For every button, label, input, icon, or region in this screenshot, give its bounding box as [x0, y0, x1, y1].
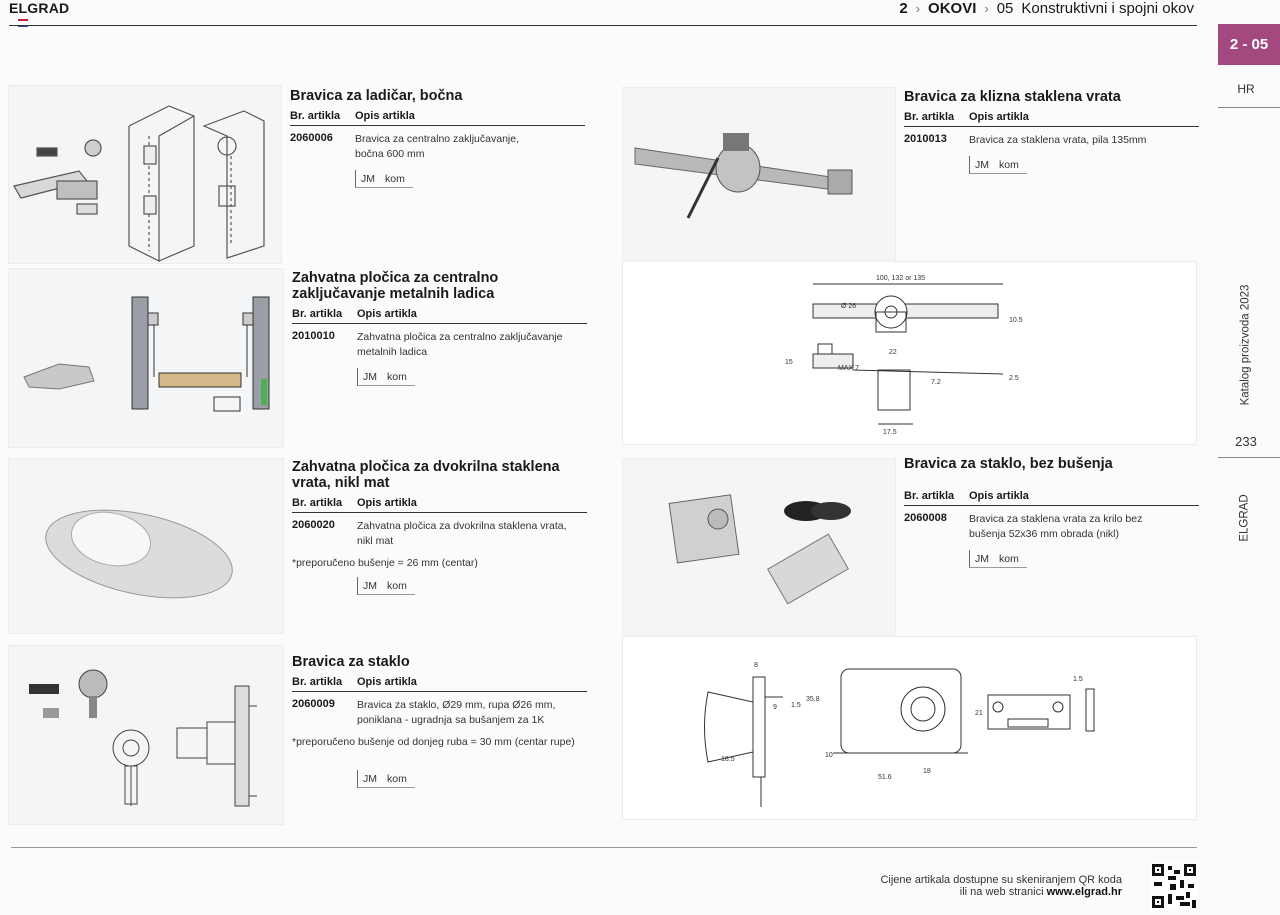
product-image-strike-plate	[8, 268, 284, 448]
col-art-header: Br. artikla	[290, 110, 341, 122]
header-divider	[9, 25, 1197, 26]
dim-label: 21	[975, 710, 983, 717]
breadcrumb-sub-number: 05	[996, 0, 1014, 17]
brand-label-vertical	[1230, 490, 1260, 545]
dim-label: 35.8	[806, 696, 820, 703]
article-description: Zahvatna pločica za centralno zaključavanje metalnih ladica	[357, 331, 563, 358]
article-code: 2060008	[904, 512, 947, 524]
article-description: Bravica za staklo, Ø29 mm, rupa Ø26 mm, poniklana - ugradnja sa bušanjem za 1K	[357, 699, 556, 726]
product-title: Bravica za klizna staklena vrata	[904, 89, 1121, 105]
table-header	[904, 111, 1199, 127]
breadcrumb	[899, 0, 1194, 17]
dim-label: Ø 26	[841, 303, 857, 310]
footer-divider	[11, 847, 1197, 848]
dim-label: 7.2	[931, 379, 941, 386]
col-art-header: Br. artikla	[292, 676, 343, 688]
table-header	[292, 308, 587, 324]
col-desc-header: Opis artikla	[969, 490, 1029, 502]
dim-label: 22	[889, 349, 897, 356]
col-art-header: Br. artikla	[904, 111, 955, 123]
unit-box	[969, 156, 1027, 174]
article-description: Bravica za centralno zaključavanje, bočna 600 mm	[355, 133, 520, 160]
dim-label: 1.5	[791, 702, 801, 709]
technical-drawing-sliding-lock	[622, 261, 1197, 445]
unit-value: kom	[999, 552, 1019, 565]
table-row	[290, 132, 585, 162]
drilling-note: *preporučeno bušenje od donjeg ruba = 30 mm (centar rupe)	[292, 736, 575, 748]
footer-note	[880, 874, 1122, 898]
sidebar-divider	[1218, 457, 1280, 458]
dim-label: 10.5	[1009, 317, 1023, 324]
unit-label: JM	[975, 158, 989, 171]
product-block-2010013	[904, 89, 1199, 174]
product-title: Bravica za staklo, bez bušenja	[904, 456, 1113, 472]
col-desc-header: Opis artikla	[355, 110, 415, 122]
dim-label: 100, 132 or 135	[876, 275, 926, 282]
unit-box	[355, 170, 413, 188]
product-title: Zahvatna pločica za dvokrilna staklena vrata, nikl mat	[292, 459, 560, 491]
footer-line-2	[880, 886, 1122, 898]
unit-label: JM	[363, 579, 377, 592]
dim-label: 8	[754, 662, 758, 669]
breadcrumb-subsection[interactable]: Konstruktivni i spojni okov	[1021, 0, 1194, 17]
unit-box	[357, 368, 415, 386]
article-description: Bravica za staklena vrata za krilo bez bušenja 52x36 mm obrada (nikl)	[969, 513, 1143, 540]
article-code: 2060006	[290, 132, 333, 144]
col-art-header: Br. artikla	[904, 490, 955, 502]
footer-line-2-text: ili na web stranici	[959, 886, 1044, 898]
product-title: Bravica za staklo	[292, 654, 410, 670]
dim-label: 51.6	[878, 774, 892, 781]
product-image-escutcheon	[8, 458, 284, 634]
unit-label: JM	[361, 172, 375, 185]
article-description: Zahvatna pločica za dvokrilna staklena vrata, nikl mat	[357, 520, 567, 547]
unit-box	[357, 577, 415, 595]
product-image-glass-lock-no-drill	[622, 458, 896, 636]
article-description: Bravica za staklena vrata, pila 135mm	[969, 134, 1147, 146]
chapter-tab[interactable]: 2 - 05	[1218, 24, 1280, 65]
unit-value: kom	[387, 370, 407, 383]
footer-line-1: Cijene artikala dostupne su skeniranjem QR koda	[880, 874, 1122, 886]
product-image-sliding-lock	[622, 87, 896, 265]
unit-value: kom	[999, 158, 1019, 171]
qr-code-icon[interactable]	[1150, 862, 1198, 910]
breadcrumb-section[interactable]: OKOVI	[928, 0, 977, 17]
col-desc-header: Opis artikla	[357, 676, 417, 688]
unit-label: JM	[363, 370, 377, 383]
chevron-right-icon: ›	[915, 1, 921, 16]
page-number: 233	[1235, 434, 1257, 449]
product-title: Zahvatna pločica za centralno zaključavanje metalnih ladica	[292, 270, 499, 302]
product-block-2060009	[292, 654, 587, 788]
col-desc-header: Opis artikla	[357, 497, 417, 509]
article-code: 2060020	[292, 519, 335, 531]
table-header	[904, 490, 1199, 506]
unit-value: kom	[387, 579, 407, 592]
dim-label: 9	[773, 704, 777, 711]
sidebar-divider	[1218, 107, 1280, 108]
table-row	[292, 330, 587, 360]
chevron-right-icon: ›	[984, 1, 989, 16]
unit-box	[357, 770, 415, 788]
unit-label: JM	[975, 552, 989, 565]
dim-label: 15	[785, 359, 793, 366]
unit-label: JM	[363, 772, 377, 785]
website-link[interactable]: www.elgrad.hr	[1046, 886, 1122, 898]
col-art-header: Br. artikla	[292, 308, 343, 320]
table-row	[292, 698, 587, 728]
table-row	[292, 519, 587, 549]
product-block-2060006	[290, 88, 585, 188]
col-desc-header: Opis artikla	[969, 111, 1029, 123]
unit-box	[969, 550, 1027, 568]
article-code: 2010010	[292, 330, 335, 342]
language-label: HR	[1237, 82, 1255, 96]
dim-label: MAX 7	[838, 365, 860, 372]
breadcrumb-chapter-number: 2	[899, 0, 908, 17]
product-title: Bravica za ladičar, bočna	[290, 88, 463, 104]
col-desc-header: Opis artikla	[357, 308, 417, 320]
technical-drawing-glass-lock	[622, 636, 1197, 820]
table-header	[292, 497, 587, 513]
unit-value: kom	[385, 172, 405, 185]
dim-label: 18.5	[721, 756, 735, 763]
article-code: 2010013	[904, 133, 947, 145]
article-code: 2060009	[292, 698, 335, 710]
table-header	[290, 110, 585, 126]
dim-label: 2.5	[1009, 375, 1019, 382]
dim-label: 1.5	[1073, 676, 1083, 683]
catalog-label-text: Katalog proizvoda 2023	[1239, 284, 1251, 406]
product-image-glass-lock	[8, 645, 284, 825]
product-block-2060008	[904, 456, 1199, 568]
unit-value: kom	[387, 772, 407, 785]
dim-label: 17.5	[883, 429, 897, 436]
col-art-header: Br. artikla	[292, 497, 343, 509]
dim-label: 10	[825, 752, 833, 759]
table-row	[904, 512, 1199, 542]
product-block-2010010	[292, 270, 587, 386]
brand-label-text: ELGRAD	[1239, 493, 1252, 542]
dim-label: 18	[923, 768, 931, 775]
brand-logo-text: ELGRAD	[9, 0, 70, 16]
product-block-2060020	[292, 459, 587, 595]
catalog-label-vertical	[1230, 280, 1260, 410]
table-row	[904, 133, 1199, 148]
drilling-note: *preporučeno bušenje = 26 mm (centar)	[292, 557, 478, 569]
product-image-side-lock	[8, 85, 282, 264]
table-header	[292, 676, 587, 692]
